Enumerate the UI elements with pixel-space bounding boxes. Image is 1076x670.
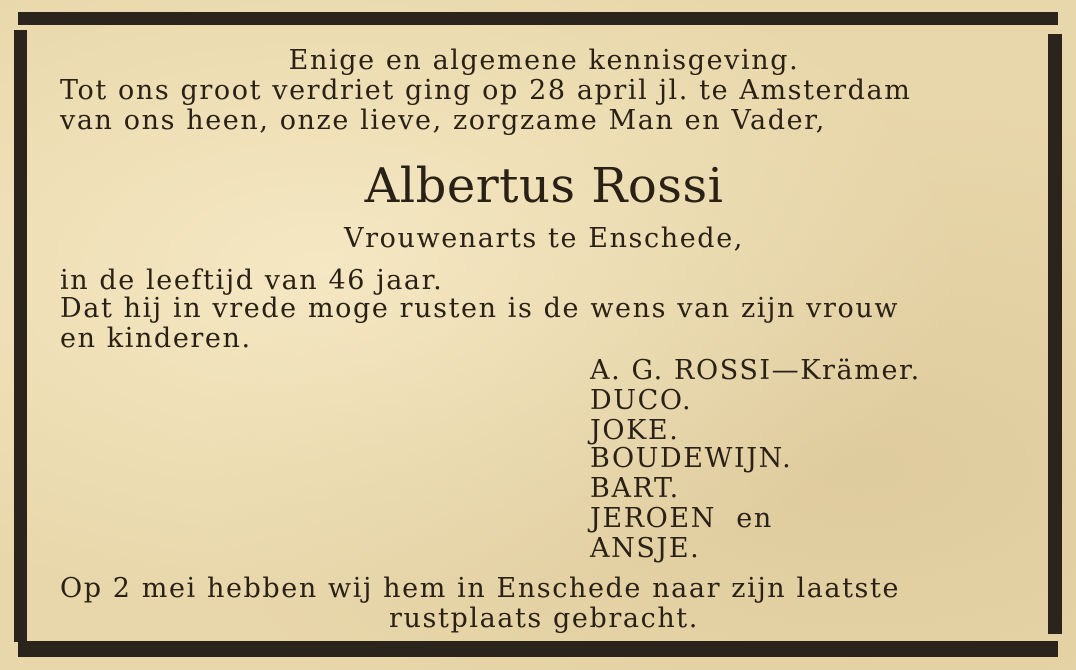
- family-member: JEROEN en: [590, 503, 773, 534]
- family-member: A. G. ROSSI—Krämer.: [590, 355, 921, 386]
- profession-line: Vrouwenarts te Enschede,: [344, 223, 744, 254]
- notice-heading: Enige en algemene kennisgeving.: [288, 45, 800, 76]
- border-rule-bottom: [18, 641, 1058, 657]
- intro-line-2: van ons heen, onze lieve, zorgzame Man en Vader,: [60, 105, 826, 136]
- intro-line-1: Tot ons groot verdriet ging op 28 april jl. te Amsterdam: [60, 75, 912, 106]
- border-rule-left: [14, 30, 27, 642]
- family-member: JOKE.: [590, 415, 680, 446]
- closing-line-2: rustplaats gebracht.: [389, 603, 699, 634]
- family-member: BOUDEWIJN.: [590, 443, 793, 474]
- closing-line-1: Op 2 mei hebben wij hem in Enschede naar zijn laatste: [60, 573, 901, 604]
- border-rule-right: [1048, 34, 1062, 634]
- wish-line-2: en kinderen.: [60, 323, 252, 354]
- family-member: ANSJE.: [590, 533, 701, 564]
- family-member: DUCO.: [590, 385, 693, 416]
- family-member: BART.: [590, 473, 680, 504]
- deceased-name: Albertus Rossi: [364, 158, 724, 214]
- border-rule-top: [18, 12, 1058, 25]
- age-line: in de leeftijd van 46 jaar.: [60, 265, 444, 296]
- obituary-notice: [60, 40, 1028, 640]
- wish-line-1: Dat hij in vrede moge rusten is de wens van zijn vrouw: [60, 293, 900, 324]
